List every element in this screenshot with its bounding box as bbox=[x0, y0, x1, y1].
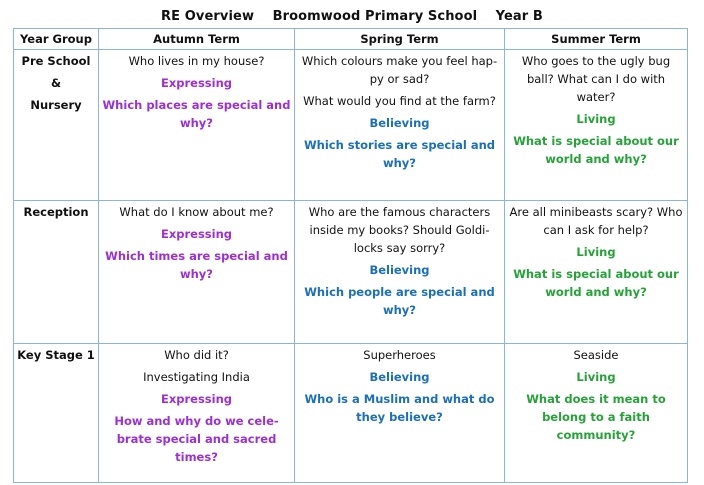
theme-label: Living bbox=[576, 370, 616, 384]
topic-text: Superheroes bbox=[363, 348, 436, 362]
table-row bbox=[14, 50, 688, 201]
theme-label: Expressing bbox=[160, 76, 233, 90]
spring-cell bbox=[295, 201, 505, 344]
table-row bbox=[14, 201, 688, 344]
year-group-label: Reception bbox=[23, 205, 89, 219]
key-question: What is special about our world and why? bbox=[513, 267, 679, 299]
key-question: Which places are special and why? bbox=[102, 98, 291, 130]
summer-cell bbox=[505, 201, 688, 344]
theme-label: Living bbox=[576, 245, 616, 259]
header-year-group: Year Group bbox=[14, 29, 99, 50]
key-question: How and why do we cele-brate special and sacred times? bbox=[114, 414, 279, 464]
theme-label: Believing bbox=[369, 370, 430, 384]
year-group-cell bbox=[14, 344, 99, 483]
theme-label: Expressing bbox=[160, 227, 233, 241]
year-group-label: Nursery bbox=[30, 98, 82, 112]
year-group-cell bbox=[14, 50, 99, 201]
header-spring-term: Spring Term bbox=[295, 29, 505, 50]
page-title: RE Overview Broomwood Primary School Year B bbox=[161, 9, 543, 24]
year-group-cell bbox=[14, 201, 99, 344]
key-question: Which stories are special and why? bbox=[303, 138, 496, 170]
topic-text: Are all minibeasts scary? Who can I ask for help? bbox=[509, 205, 683, 237]
key-question: What does it mean to belong to a faith community? bbox=[526, 392, 666, 442]
year-group-label: Pre School bbox=[21, 54, 91, 68]
topic-text: Who did it? bbox=[164, 348, 229, 362]
spring-cell bbox=[295, 344, 505, 483]
autumn-cell bbox=[99, 344, 295, 483]
topic-text: Which colours make you feel hap-py or sad? bbox=[301, 54, 498, 86]
header-autumn-term: Autumn Term bbox=[99, 29, 295, 50]
summer-cell bbox=[505, 50, 688, 201]
header-summer-term: Summer Term bbox=[505, 29, 688, 50]
theme-label: Living bbox=[576, 112, 616, 126]
theme-label: Believing bbox=[369, 116, 430, 130]
summer-cell bbox=[505, 344, 688, 483]
topic-text: Who are the famous characters inside my books? Should Goldi-locks say sorry? bbox=[308, 205, 491, 255]
theme-label: Expressing bbox=[160, 392, 233, 406]
topic-text: Who goes to the ugly bug ball? What can I do with water? bbox=[521, 54, 671, 104]
spring-cell bbox=[295, 50, 505, 201]
topic-text: Who lives in my house? bbox=[128, 54, 265, 68]
topic-text: What would you find at the farm? bbox=[303, 94, 496, 108]
key-question: Who is a Muslim and what do they believe? bbox=[304, 392, 495, 424]
year-group-label: & bbox=[50, 76, 62, 90]
key-question: What is special about our world and why? bbox=[513, 134, 679, 166]
re-overview-table bbox=[13, 28, 688, 483]
autumn-cell bbox=[99, 50, 295, 201]
topic-text: Seaside bbox=[573, 348, 619, 362]
header-row bbox=[14, 29, 688, 50]
autumn-cell bbox=[99, 201, 295, 344]
topic-text: What do I know about me? bbox=[119, 205, 274, 219]
table-row bbox=[14, 344, 688, 483]
topic-text: Investigating India bbox=[143, 370, 250, 384]
key-question: Which people are special and why? bbox=[304, 285, 495, 317]
key-question: Which times are special and why? bbox=[105, 249, 288, 281]
year-group-label: Key Stage 1 bbox=[17, 348, 95, 362]
theme-label: Believing bbox=[369, 263, 430, 277]
